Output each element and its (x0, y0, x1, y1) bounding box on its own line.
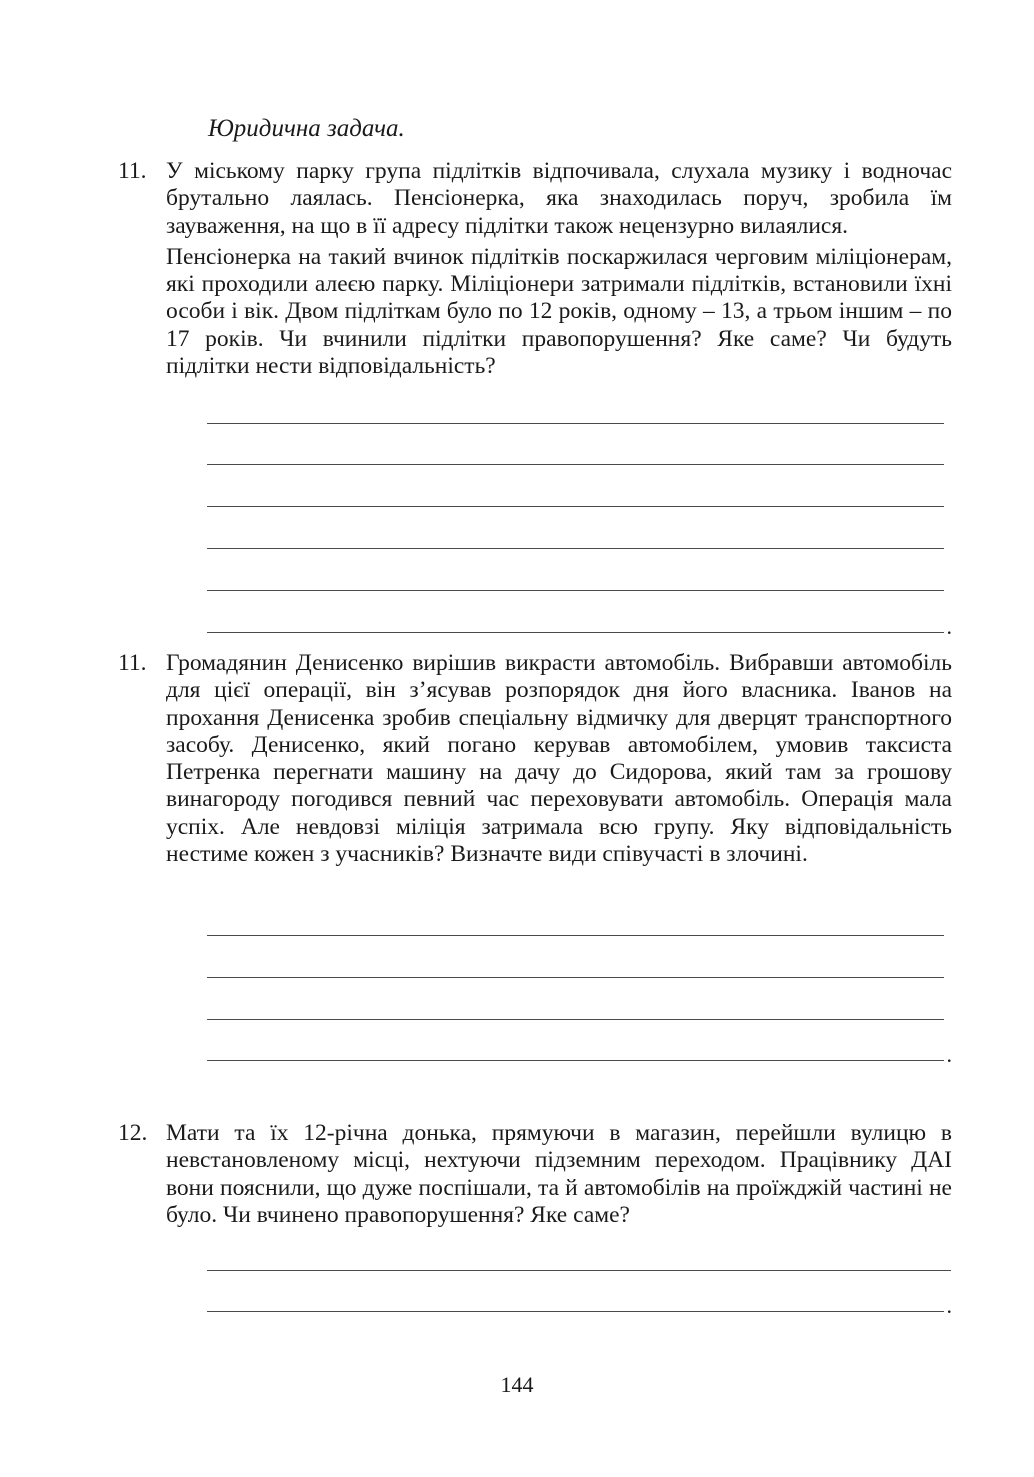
line-end-period: . (946, 1042, 952, 1067)
task-number: 12. (118, 1120, 148, 1146)
answer-line (207, 935, 944, 936)
answer-line (207, 1042, 952, 1067)
answer-line (207, 614, 952, 639)
task-number: 11. (118, 158, 147, 184)
task-text (166, 158, 952, 380)
answer-line (207, 1019, 944, 1020)
line-end-period: . (946, 1293, 952, 1318)
task-1 (118, 158, 952, 380)
answer-line (207, 423, 944, 424)
task-number: 11. (118, 650, 147, 676)
answer-line (207, 1270, 951, 1271)
task-text (166, 1120, 952, 1229)
answer-line (207, 590, 944, 591)
answer-line (207, 1293, 952, 1318)
task-paragraph: У міському парку група підлітків відпочивала, слухала музику і водночас брутально лаялась. Пенсіонерка, яка знаходилась поруч, зробила їм зауваження, на що в її адресу підлітки також нецензурно вилаялися. (166, 158, 952, 239)
task-2 (118, 650, 952, 868)
answer-line (207, 977, 944, 978)
task-text (166, 650, 952, 868)
task-paragraph: Мати та їх 12-річна донька, прямуючи в магазин, перейшли вулицю в невстановленому місці, нехтуючи підземним переходом. Працівнику ДАІ вони пояснили, що дуже поспішали, та й автомобілів на проїжджій частині не було. Чи вчинено правопорушення? Яке саме? (166, 1120, 952, 1228)
line-end-period: . (946, 614, 952, 639)
task-paragraph: Громадянин Денисенко вирішив викрасти автомобіль. Вибравши автомобіль для цієї операції, він з’ясував розпорядок дня його власника. Іванов на прохання Денисенка зробив спеціальну відмичку для дверцят транспортного засобу. Денисенко, який погано керував автомобілем, умовив таксиста Петренка перегнати машину на дачу до Сидорова, який там за грошову винагороду погодився певний час переховувати автомобіль. Операція мала успіх. Але невдовзі міліція затримала всю групу. Яку відповідальність нестиме кожен з учасників? Визначте види співучасті в злочині. (166, 650, 952, 868)
answer-line (207, 506, 944, 507)
section-heading: Юридична задача. (208, 115, 405, 142)
answer-line (207, 464, 944, 465)
task-paragraph: Пенсіонерка на такий вчинок підлітків поскаржилася черговим міліціонерам, які проходили алеєю парку. Міліціонери затримали підлітків, встановили їхні особи і вік. Двом підліткам було по 12 років, одному – 13, а трьом іншим – по 17 років. Чи вчинили підлітки правопорушення? Яке саме? Чи будуть підлітки нести відповідальність? (166, 243, 952, 380)
answer-line (207, 548, 944, 549)
page-number: 144 (500, 1372, 534, 1397)
task-3 (118, 1120, 952, 1229)
